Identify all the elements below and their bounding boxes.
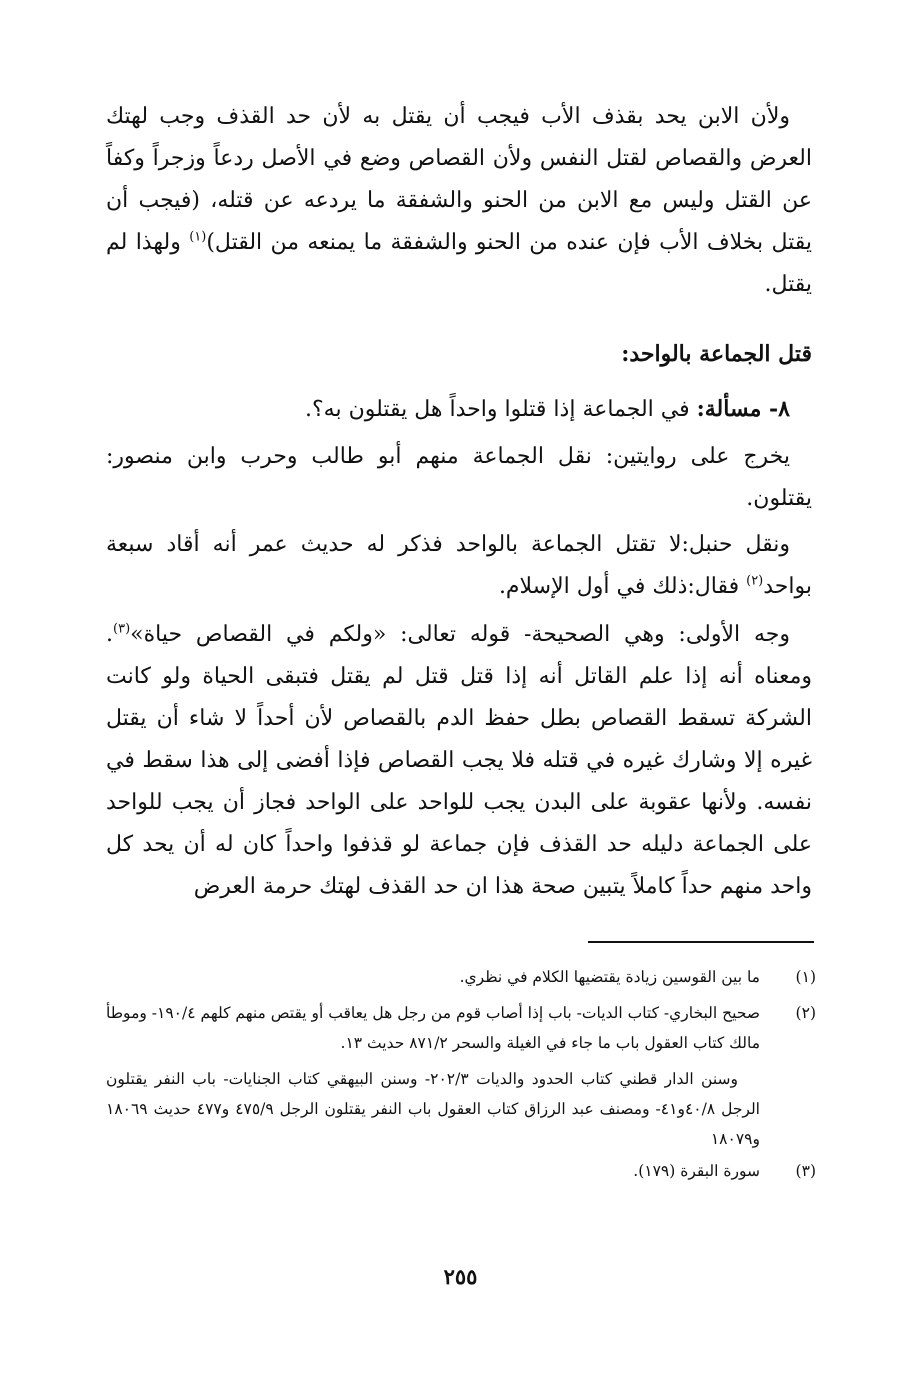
footnotes — [106, 962, 816, 1186]
footnote-continuation: وسنن الدار قطني كتاب الحدود والديات ٢٠٢/٣- وسنن البيهقي كتاب الجنايات- باب النفر يقتلون الرجل ٤٠/٨و٤١- ومصنف عبد الرزاق كتاب العقول باب النفر يقتلون الرجل ٤٧٥/٩ و٤٧٧ حديث ١٨٠٦٩ و١٨٠٧٩ — [106, 1070, 760, 1148]
footnote-ref-1: (١) — [189, 229, 207, 245]
footnote-item — [106, 998, 816, 1058]
issue-paragraph — [106, 388, 812, 431]
footnote-text: سورة البقرة (١٧٩). — [633, 1162, 760, 1180]
paragraph-text: ولأن الابن يحد بقذف الأب فيجب أن يقتل به لأن حد القذف وجب لهتك العرض والقصاص لقتل النفس ولأن القصاص وضع في الأصل ردعاً وزجراً وكفاً عن القتل وليس مع الابن من الحنو والشفقة ما يردعه عن قتله، (فيجب أن يقتل بخلاف الأب فإن عنده من الحنو والشفقة ما يمنعه من القتل) — [106, 104, 812, 255]
footnote-number: (٣) — [795, 1162, 816, 1180]
paragraph-text-end: فقال:ذلك في أول الإسلام. — [498, 574, 747, 599]
paragraph-text: وجه الأولى: وهي الصحيحة- قوله تعالى: «ولكم في القصاص حياة» — [130, 622, 790, 647]
paragraph-text-end: . ومعناه أنه إذا علم القاتل أنه إذا قتل قتل لم يقتل فتبقى الحياة ولو كانت الشركة تسقط القصاص بطل حفظ الدم بالقصاص لأن أحداً لا شاء أن يقتل غيره إلا وشارك غيره في قتله فلا يجب القصاص فإذا أفضى إلى هذا سقط في نفسه. ولأنها عقوبة على البدن يجب للواحد على الواحد فجاز أن يجب للواحد على الجماعة دليله حد القذف فإن جماعة لو قذفوا واحداً كان له أن يحد كل واحد منهم حداً كاملاً يتبين صحة هذا ان حد القذف لهتك حرمة العرض — [106, 622, 812, 899]
paragraph-father-son — [106, 96, 812, 306]
footnote-number: (٢) — [795, 1004, 816, 1022]
paragraph-text-end: ولهذا لم يقتل. — [106, 230, 812, 297]
paragraph-hanbal-narration — [106, 524, 812, 608]
footnote-ref-2: (٢) — [746, 573, 764, 589]
paragraph-first-view — [106, 614, 812, 908]
footnote-text: ما بين القوسين زيادة يقتضيها الكلام في نظري. — [459, 968, 760, 986]
section-heading: قتل الجماعة بالواحد: — [621, 341, 812, 367]
footnote-number: (١) — [795, 968, 816, 986]
page-number: ٢٥٥ — [443, 1264, 478, 1289]
footnote-text: صحيح البخاري- كتاب الديات- باب إذا أصاب قوم من رجل هل يعاقب أو يقتص منهم كلهم ١٩٠/٤- وموطأ مالك كتاب العقول باب ما جاء في الغيلة والسحر ٨٧١/٢ حديث ١٣. — [106, 1004, 760, 1052]
issue-label: ٨- مسألة: — [696, 396, 790, 422]
footnote-item — [106, 1156, 816, 1186]
footnote-ref-3: (٣) — [113, 621, 131, 637]
footnote-item — [106, 962, 816, 992]
issue-text: في الجماعة إذا قتلوا واحداً هل يقتلون به؟. — [305, 397, 697, 422]
footnote-divider — [588, 941, 814, 943]
paragraph-text: ونقل حنبل:لا تقتل الجماعة بالواحد فذكر له حديث عمر أنه أقاد سبعة بواحد — [106, 532, 812, 599]
paragraph-two-narrations: يخرج على روايتين: نقل الجماعة منهم أبو طالب وحرب وابن منصور: يقتلون. — [106, 444, 812, 511]
